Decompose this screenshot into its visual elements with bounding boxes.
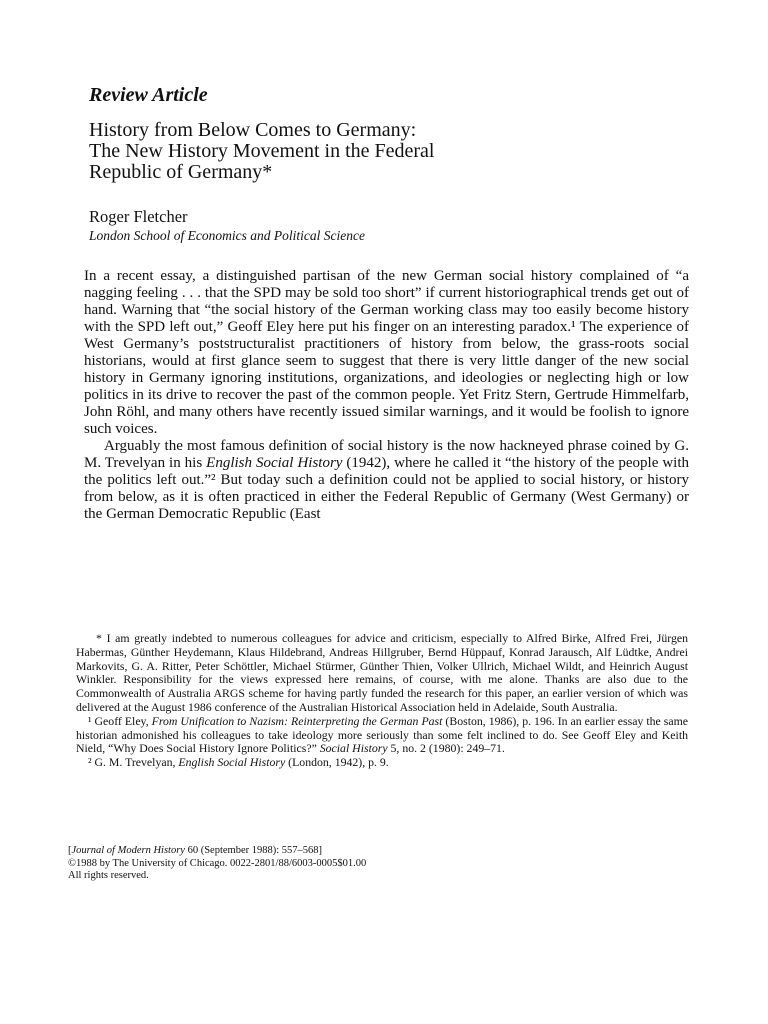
author-name: Roger Fletcher: [89, 207, 188, 226]
book-title: English Social History: [206, 455, 343, 471]
journal-name: Journal of Modern History: [71, 845, 185, 856]
journal-issue: 60 (September 1988): 557–568]: [184, 845, 323, 856]
journal-citation-line: [68, 845, 366, 858]
body-text-run: (1942), where he called it “the history of the people with the politics left out.”² But today such a definition could not be applied to social history, or history from below, as it is often practiced in either the Federal Republic of Germany (West Germany) or the German Democratic Republic (East: [84, 455, 689, 522]
article-body: [84, 268, 689, 523]
journal-citation: [68, 845, 366, 883]
title-line: History from Below Comes to Germany:: [89, 119, 417, 141]
footnote-1: [76, 715, 688, 756]
rights-line: All rights reserved.: [68, 870, 149, 881]
body-paragraph: In a recent essay, a distinguished partisan of the new German social history complained of “a nagging feeling . . . that the SPD may be sold too short” if current historiographical trends get out of hand. Warning that “the social history of the German working class may too easily become history with the SPD left out,” Geoff Eley here put his finger on an interesting paradox.¹ The experience of West Germany’s poststructuralist practitioners of history from below, the grass-roots social historians, would at first glance seem to suggest that there is very little danger of the new social history in Germany ignoring institutions, organizations, and ideologies or neglecting high or low politics in its drive to recover the past of the common people. Yet Fritz Stern, Gertrude Himmelfarb, John Röhl, and many others have recently issued similar warnings, and it would be foolish to ignore such voices.: [84, 268, 689, 437]
journal-title: Social History: [319, 741, 388, 756]
article-title: [89, 120, 649, 183]
title-line: The New History Movement in the Federal: [89, 140, 435, 162]
footnote-text-run: ² G. M. Trevelyan,: [88, 755, 179, 770]
book-title: English Social History: [178, 755, 286, 770]
footnote-text-run: 5, no. 2 (1980): 249–71.: [387, 741, 505, 756]
footnote-text-run: (Boston, 1986), p. 196. In an earlier essay the same historian admonished his colleagues to take ideology more seriously than some felt inclined to do. See Geoff Eley and Keith Nield, “Why Does Social History Ignore Politics?”: [76, 713, 688, 756]
footnotes: [76, 632, 688, 770]
footnote-2: [76, 756, 688, 770]
bracket-open: [: [68, 845, 72, 856]
footnote-text-run: (London, 1942), p. 9.: [285, 755, 389, 770]
footnote-acknowledgments: * I am greatly indebted to numerous colleagues for advice and criticism, especially to Alfred Birke, Alfred Frei, Jürgen Habermas, Günther Heydemann, Klaus Hildebrand, Andreas Hillgruber, Bernd Hüppauf, Konrad Jarausch, Alf Lüdtke, Andrei Markovits, G. A. Ritter, Peter Schöttler, Michael Stürmer, Günther Thien, Volker Ullrich, Michael Wildt, and Heinrich August Winkler. Responsibility for the views expressed here remains, of course, with me alone. Thanks are also due to the Commonwealth of Australia ARGS scheme for having partly funded the research for this paper, an earlier version of which was delivered at the August 1986 conference of the Australian Historical Association held in Adelaide, South Australia.: [76, 631, 688, 714]
book-title: From Unification to Nazism: Reinterpreting the German Past: [151, 713, 443, 728]
body-paragraph: [84, 438, 689, 523]
section-label: Review Article: [89, 84, 208, 106]
body-text-run: Arguably the most famous definition of social history is the now hackneyed phrase coined by G. M. Trevelyan in his: [84, 438, 689, 471]
title-line: Republic of Germany*: [89, 161, 273, 183]
author-affiliation: London School of Economics and Political Science: [89, 228, 365, 243]
footnote-text-run: ¹ Geoff Eley,: [88, 713, 152, 728]
copyright-line: ©1988 by The University of Chicago. 0022-2801/88/6003-0005$01.00: [68, 857, 367, 869]
